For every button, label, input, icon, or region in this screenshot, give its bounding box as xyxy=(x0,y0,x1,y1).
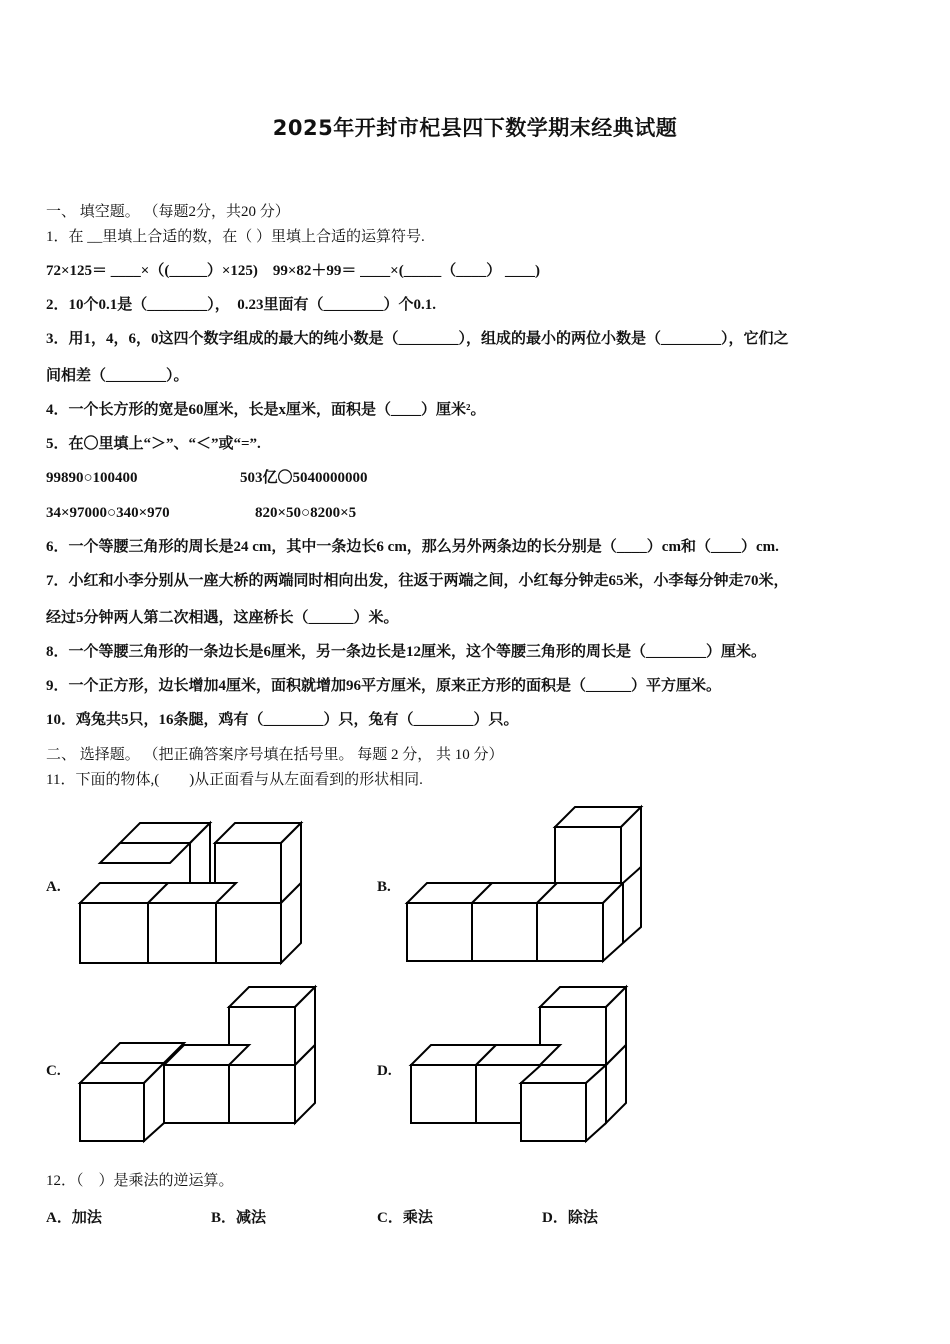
figure-b-cube-face xyxy=(555,827,621,887)
figure-b-cube-face xyxy=(407,903,472,961)
figure-c-label: C. xyxy=(46,1063,61,1079)
question-12: 12．（ ）是乘法的逆运算。 xyxy=(46,1173,234,1189)
question-1: 1．在 __里填上合适的数，在（ ）里填上合适的运算符号. xyxy=(46,229,425,245)
question-10: 10．鸡兔共5只，16条腿，鸡有（________）只，兔有（________）只。 xyxy=(46,712,519,728)
question-5-compare-3: 34×97000○340×970 xyxy=(46,505,170,521)
question-12-option-d[interactable]: D．除法 xyxy=(542,1210,598,1226)
figure-a-cube-face xyxy=(148,903,216,963)
figure-c-cubes xyxy=(70,980,320,1150)
question-11: 11．下面的物体,( )从正面看与从左面看到的形状相同. xyxy=(46,772,423,788)
figure-d-label: D. xyxy=(377,1063,392,1079)
question-5-compare-4: 820×50○8200×5 xyxy=(255,505,357,521)
question-3-line-1: 3．用1，4，6，0这四个数字组成的最大的纯小数是（________），组成的最小的两位小数是（________），它们之 xyxy=(46,331,789,347)
question-9: 9．一个正方形，边长增加4厘米，面积就增加96平方厘米，原来正方形的面积是（______）平方厘米。 xyxy=(46,678,722,694)
question-8: 8．一个等腰三角形的一条边长是6厘米，另一条边长是12厘米，这个等腰三角形的周长是（________）厘米。 xyxy=(46,644,767,660)
question-3-line-2: 间相差（________）。 xyxy=(46,368,189,384)
figure-a-cube-face xyxy=(100,843,190,863)
figure-d-cubes xyxy=(400,980,640,1150)
figure-a-cube-face xyxy=(80,903,148,963)
figure-b-label: B. xyxy=(377,879,391,895)
page-title: 2025年开封市杞县四下数学期末经典试题 xyxy=(272,116,678,140)
section-heading-fill-blank: 一、 填空题。 （每题2分，共20 分） xyxy=(46,204,290,220)
figure-b-cubes xyxy=(400,800,650,970)
figure-b-cube-face xyxy=(472,903,537,961)
question-12-option-a[interactable]: A．加法 xyxy=(46,1210,102,1226)
figure-c-cube-face xyxy=(164,1065,229,1123)
section-heading-multiple-choice: 二、 选择题。 （把正确答案序号填在括号里。 每题 2 分， 共 10 分） xyxy=(46,747,504,763)
question-4: 4．一个长方形的宽是60厘米，长是x厘米，面积是（____）厘米²。 xyxy=(46,402,486,418)
figure-d-cube-face xyxy=(521,1083,586,1141)
question-5-compare-1: 99890○100400 xyxy=(46,470,138,486)
figure-b-cube-face xyxy=(537,903,603,961)
question-2: 2．10个0.1是（________）， 0.23里面有（________）个0.1. xyxy=(46,297,437,313)
figure-c-cube-face xyxy=(80,1083,144,1141)
question-7-line-1: 7．小红和小李分别从一座大桥的两端同时相向出发，往返于两端之间，小红每分钟走65米，小李每分钟走70米， xyxy=(46,573,789,589)
figure-c-cube-face xyxy=(229,1065,295,1123)
question-1-expressions: 72×125＝ ____×（(_____）×125) 99×82＋99＝ ____×(_____（____） ____) xyxy=(46,263,540,279)
question-6: 6．一个等腰三角形的周长是24 cm，其中一条边长6 cm，那么另外两条边的长分别是（____）cm和（____）cm. xyxy=(46,539,779,555)
question-12-option-b[interactable]: B．减法 xyxy=(211,1210,267,1226)
figure-a-cubes xyxy=(70,815,310,970)
question-7-line-2: 经过5分钟两人第二次相遇，这座桥长（______）米。 xyxy=(46,610,399,626)
figure-a-label: A. xyxy=(46,879,61,895)
question-5: 5．在〇里填上“＞”、“＜”或“=”. xyxy=(46,436,261,452)
question-12-option-c[interactable]: C．乘法 xyxy=(377,1210,433,1226)
figure-d-cube-face xyxy=(411,1065,476,1123)
question-5-compare-2: 503亿〇5040000000 xyxy=(240,470,368,486)
figure-a-cube-face xyxy=(216,903,281,963)
